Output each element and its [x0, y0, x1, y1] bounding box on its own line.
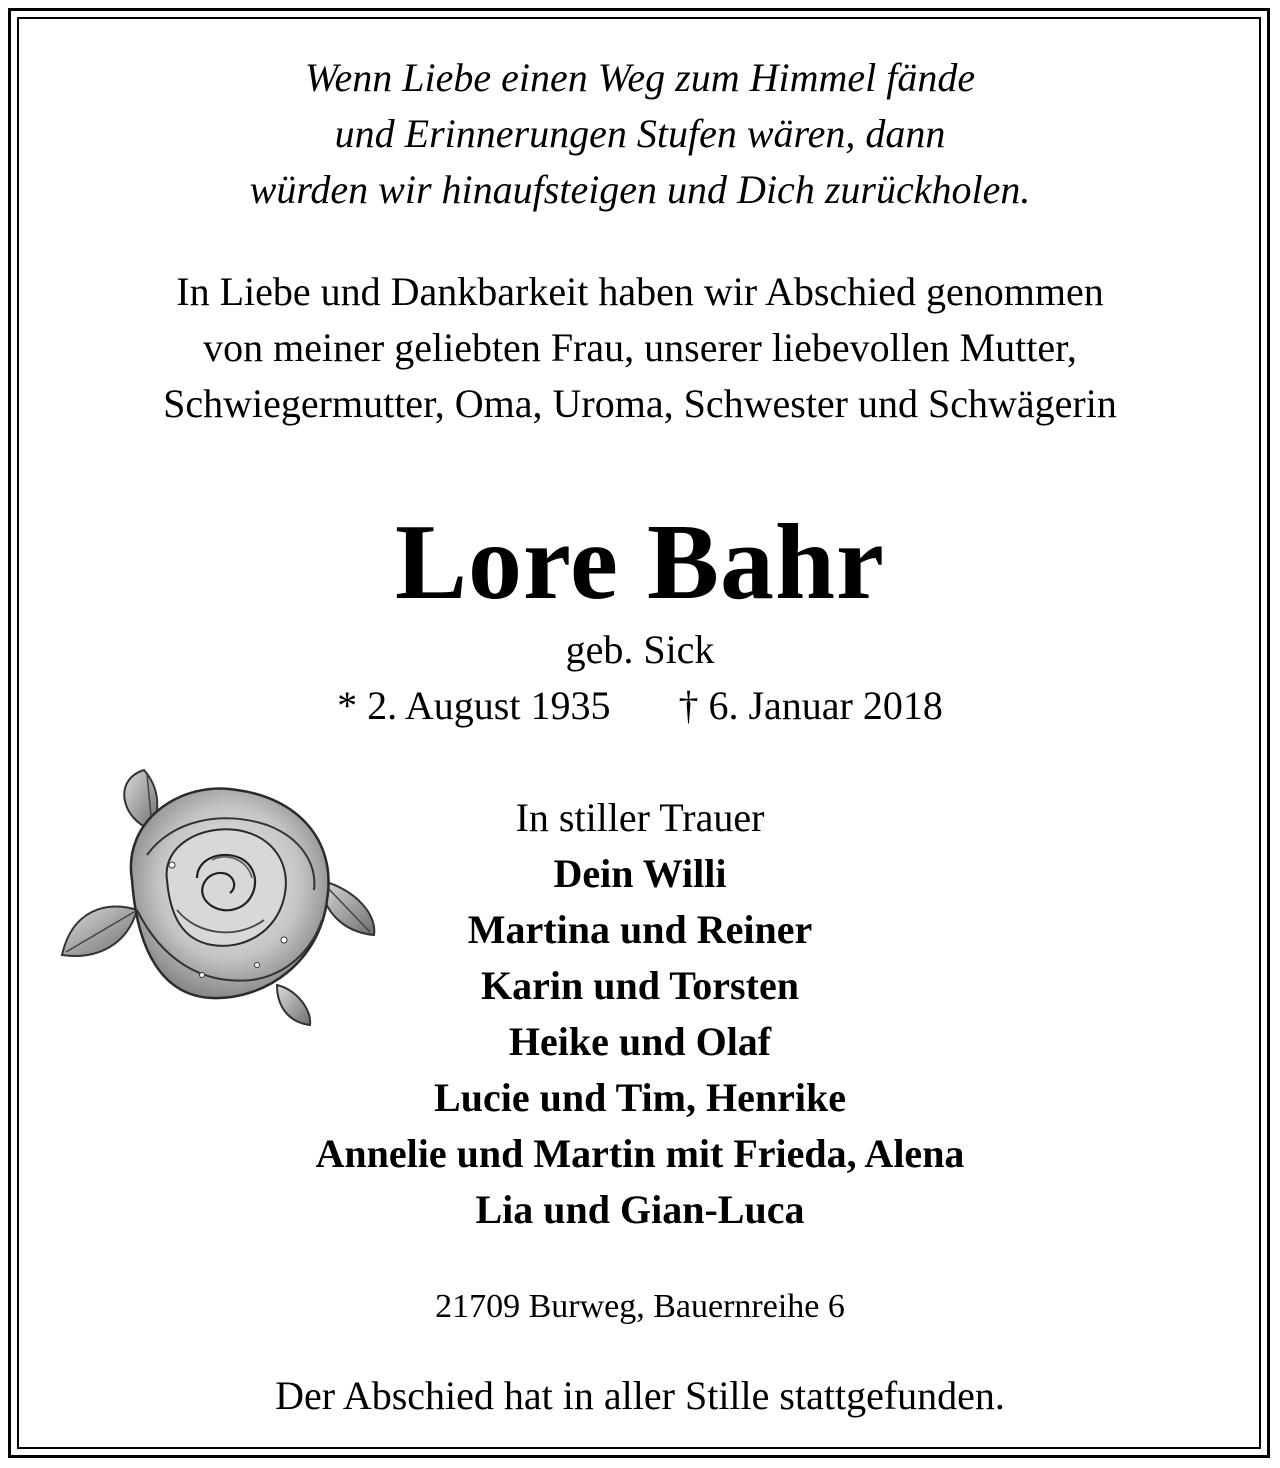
intro-line: In Liebe und Dankbarkeit haben wir Abschied genommen: [176, 269, 1104, 314]
mourner-name: Martina und Reiner: [467, 907, 813, 952]
deceased-name: Lore Bahr: [395, 503, 885, 622]
mourner-name: Dein Willi: [553, 851, 727, 896]
poem: [0, 50, 1280, 218]
intro-line: Schwiegermutter, Oma, Uroma, Schwester und Schwägerin: [163, 381, 1117, 426]
intro-text: [0, 264, 1280, 432]
mourner-name: Lia und Gian-Luca: [475, 1187, 805, 1232]
poem-line: und Erinnerungen Stufen wären, dann: [334, 111, 946, 156]
death-date: † 6. Januar 2018: [678, 683, 943, 728]
birth-date: * 2. August 1935: [337, 683, 611, 728]
mourner-name: Karin und Torsten: [481, 963, 799, 1008]
mourners-list: [0, 846, 1280, 1238]
mourner-name: Lucie und Tim, Henrike: [434, 1075, 846, 1120]
address: 21709 Burweg, Bauernreihe 6: [435, 1288, 845, 1325]
mourning-heading: In stiller Trauer: [515, 795, 765, 840]
poem-line: würden wir hinaufsteigen und Dich zurückholen.: [249, 167, 1031, 212]
poem-line: Wenn Liebe einen Weg zum Himmel fände: [304, 55, 976, 100]
life-dates: [0, 678, 1280, 734]
closing-note: Der Abschied hat in aller Stille stattgefunden.: [275, 1373, 1005, 1418]
maiden-name: geb. Sick: [565, 627, 715, 672]
mourner-name: Annelie und Martin mit Frieda, Alena: [315, 1131, 965, 1176]
mourner-name: Heike und Olaf: [508, 1019, 772, 1064]
intro-line: von meiner geliebten Frau, unserer liebevollen Mutter,: [203, 325, 1077, 370]
